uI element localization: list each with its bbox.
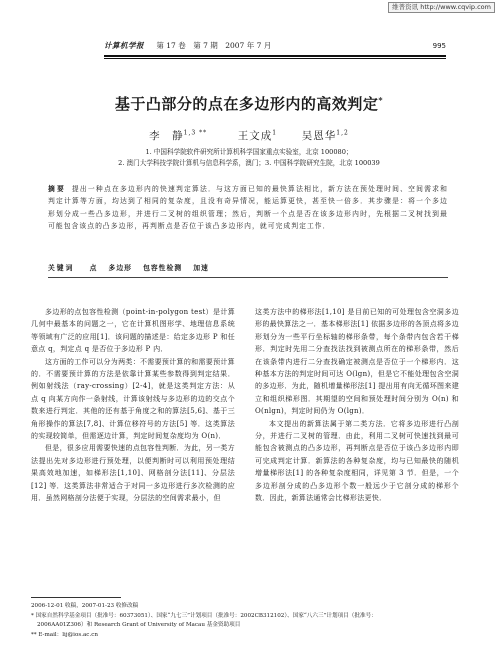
footnote-rule (31, 597, 121, 598)
journal-name: 计算机学报 (104, 41, 144, 50)
footnote-email: ** E-mail：lij@ios.ac.cn (31, 631, 98, 638)
author-3: 吴恩华$^{1,2}$ (301, 129, 349, 142)
body-column-left (31, 306, 235, 505)
footnote-funding-cont: 2006AA01Z306）和 Research Grant of University of Macau 基金资助项目 (37, 622, 241, 629)
running-header (104, 40, 446, 52)
author-1: 李 静$^{1,3 **}$ (149, 129, 208, 142)
paragraph: 本文提出的新算法属于第二类方法．它将多边形进行凸剖分，并进行二叉树的管理．由此，利用二叉树可快速找到最可能包含被测点的凸多边形，再判断点是否位于该凸多边形内即可完成判定计算．新算法的各种复杂度，均与已知最快的随机增量梯形法[1] 的各种复杂度相同，详见第 3 节．但是，一个多边形剖分成的凸多边形个数一般远少于它剖分成的梯形个数．因此，新算法通常会比梯形法更快． (255, 419, 459, 503)
keyword: 加速 (193, 264, 209, 272)
keywords (48, 262, 448, 272)
keyword: 包容性检测 (143, 264, 183, 272)
affiliation-2: 2. 澳门大学科技学院计算机与信息科学系，澳门；3. 中国科学院研究生院，北京 100039 (118, 159, 380, 167)
page-number: 995 (432, 42, 446, 50)
header-rule-thin (104, 58, 446, 59)
abstract (48, 183, 448, 232)
author-list (40, 128, 458, 143)
section-divider (48, 277, 448, 278)
keyword: 多边形 (108, 264, 132, 272)
body-column-right (255, 306, 459, 505)
author-2: 王文成$^1$ (237, 129, 278, 142)
paragraph: 这类方法中的梯形法[1,10] 是目前已知的可处理包含空洞多边形的最快算法之一．基本梯形法[1] 依据多边形的各顶点将多边形划分为一些平行坐标轴的梯形条带，每个条带内包含若干梯形．判定时先用二分查找法找到被测点所在的梯形条带，然后在该条带内进行二分查找确定被测点是否位于一个梯形内．这种基本方法的判定时间可达 O(lgn)，但是它不能处理包含空洞的多边形．为此，随机增量梯形法[1] 提出用有向无循环图来建立和组织梯形图．其期望的空间和预处理时间分别为 O(n) 和 O(nlgn)，判定时间仍为 O(lgn)． (255, 308, 459, 416)
paragraph: 这方面的工作可以分为两类：不需要预计算的和需要预计算的．不需要预计算的方法是依靠计算某些参数得到判定结果．例如射线法（ray-crossing）[2-4]，就是这类判定方法：从点 q 向某方向作一条射线，计算该射线与多边形的边的交点个数来进行判定．其他的还有基于角度之和的算法[5,6]、基于三角形操作的算法[7,8]、计算位移符号的方法[5] 等．这类算法的实现较简单，但需逐边计算，判定时间复杂度均为 O(n)． (31, 357, 235, 441)
header-rule-thick (104, 55, 446, 57)
footnotes (31, 602, 458, 640)
footnote-received: 2006-12-01 收稿，2007-01-23 收修改稿 (31, 603, 139, 609)
paper-title: 基于凸部分的点在多边形内的高效判定* (114, 95, 384, 113)
keywords-label: 关键词 (48, 264, 75, 272)
paragraph: 但是，很多应用需要快速的点包容性判断．为此，另一类方法提出先对多边形进行预处理，以便判断时可以利用预处理结果高效地加速，如梯形法[1,10]、网格剖分法[11]、分层法[12] 等．这类算法非常适合于对同一多边形进行多次检测的应用．虽然网格剖分法便于实现，分层法的空间需求最小，但 (31, 444, 235, 503)
keyword: 点 (89, 264, 98, 272)
paragraph: 多边形的点包容性检测（point-in-polygon test）是计算几何中最基本的问题之一，它在计算机图形学、地理信息系统等领域有广泛的应用[1]．该问题的描述是：给定多边形 P 和任意点 q，判定点 q 是否位于多边形 P 内． (31, 308, 235, 354)
affiliation-1: 1. 中国科学院软件研究所计算机科学国家重点实验室，北京 100080； (145, 148, 353, 156)
issue-info: 第 17 卷 第 7 期 2007 年 7 月 (156, 41, 272, 50)
abstract-label: 摘要 (48, 185, 66, 193)
source-stamp: 维普资讯 http://www.cqvip.com (388, 2, 495, 13)
title-footnote-mark: * (378, 95, 384, 105)
footnote-funding: * 国家自然科学基金项目（批准号：60373051）、国家“九七三”计划项目（批准号：2002CB312102）、国家“八六三”计划项目（批准号： (31, 612, 377, 619)
abstract-text: 提出一种点在多边形内的快速判定算法．与这方面已知的最快算法相比，新方法在预处理时间、空间需求和判定计算等方面，均达到了相同的复杂度，且没有奇异情况，能运算更快，甚至快一倍多．其步骤是：将一个多边形划分成一些凸多边形，并进行二叉树的组织管理；然后，判断一个点是否在该多边形内时，先根据二叉树找到最可能包含该点的凸多边形，再判断点是否位于该凸多边形内，就可完成判定工作． (48, 185, 449, 230)
